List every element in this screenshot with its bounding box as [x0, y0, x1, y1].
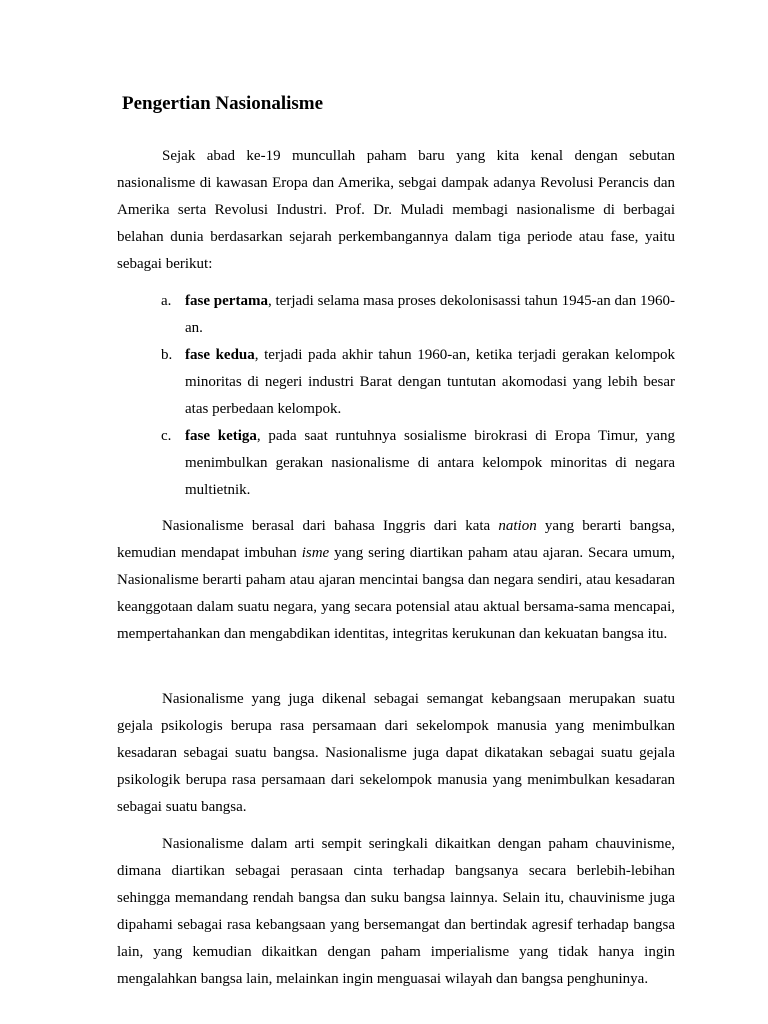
- phase-description: , pada saat runtuhnya sosialisme birokrasi di Eropa Timur, yang menimbulkan gerakan nasionalisme di antara kelompok minoritas di negara multietnik.: [185, 428, 675, 498]
- spirit-paragraph: Nasionalisme yang juga dikenal sebagai semangat kebangsaan merupakan suatu gejala psikologis berupa rasa persamaan dari sekelompok manusia yang menimbulkan kesadaran sebagai suatu bangsa. Nasionalisme juga dapat dikatakan sebagai suatu gejala psikologik berupa rasa persamaan dari sekelompok manusia yang menimbulkan kesadaran sebagai suatu bangsa.: [117, 691, 675, 815]
- definition-text: yang berarti bangsa, kemudian mendapat imbuhan: [117, 518, 676, 561]
- list-item: [161, 423, 675, 504]
- list-item: [161, 288, 675, 342]
- phase-term: fase kedua: [185, 347, 255, 363]
- list-marker: b.: [161, 347, 173, 363]
- italic-term: nation: [498, 518, 537, 534]
- definition-text: Nasionalisme berasal dari bahasa Inggris dari kata: [162, 518, 499, 534]
- intro-paragraph: Sejak abad ke-19 muncullah paham baru yang kita kenal dengan sebutan nasionalisme di kawasan Eropa dan Amerika, sebgai dampak adanya Revolusi Perancis dan Amerika serta Revolusi Industri. Prof. Dr. Muladi membagi nasionalisme di berbagai belahan dunia berdasarkan sejarah perkembangannya dalam tiga periode atau fase, yaitu sebagai berikut:: [117, 148, 675, 272]
- page-title: Pengertian Nasionalisme: [122, 93, 324, 114]
- phase-description: , terjadi pada akhir tahun 1960-an, ketika terjadi gerakan kelompok minoritas di negeri industri Barat dengan tuntutan akomodasi yang lebih besar atas perbedaan kelompok.: [185, 347, 675, 417]
- list-item: [161, 342, 675, 423]
- phase-term: fase pertama: [185, 293, 268, 309]
- list-marker: a.: [161, 293, 172, 309]
- phase-description: , terjadi selama masa proses dekolonisassi tahun 1945-an dan 1960-an.: [185, 293, 675, 336]
- definition-paragraph: [117, 513, 675, 648]
- definition-text: yang sering diartikan paham atau ajaran. Secara umum, Nasionalisme berarti paham atau ajaran mencintai bangsa dan negara sendiri, atau kesadaran keanggotaan dalam suatu negara, yang secara potensial atau aktual bersama-sama mencapai, mempertahankan dan mengabdikan identitas, integritas kerukunan dan kekuatan bangsa itu.: [117, 545, 675, 642]
- phase-list: [161, 288, 675, 504]
- italic-term: isme: [301, 545, 330, 561]
- phase-term: fase ketiga: [185, 428, 257, 444]
- list-marker: c.: [161, 428, 172, 444]
- narrow-meaning-paragraph: Nasionalisme dalam arti sempit seringkali dikaitkan dengan paham chauvinisme, dimana diartikan sebagai perasaan cinta terhadap bangsanya secara berlebih-lebihan sehingga memandang rendah bangsa dan suku bangsa lainnya. Selain itu, chauvinisme juga dipahami sebagai rasa kebangsaan yang bersemangat dan bertindak agresif terhadap bangsa lain, yang kemudian dikaitkan dengan paham imperialisme yang tidak hanya ingin mengalahkan bangsa lain, melainkan ingin menguasai wilayah dan bangsa penghuninya.: [117, 836, 675, 987]
